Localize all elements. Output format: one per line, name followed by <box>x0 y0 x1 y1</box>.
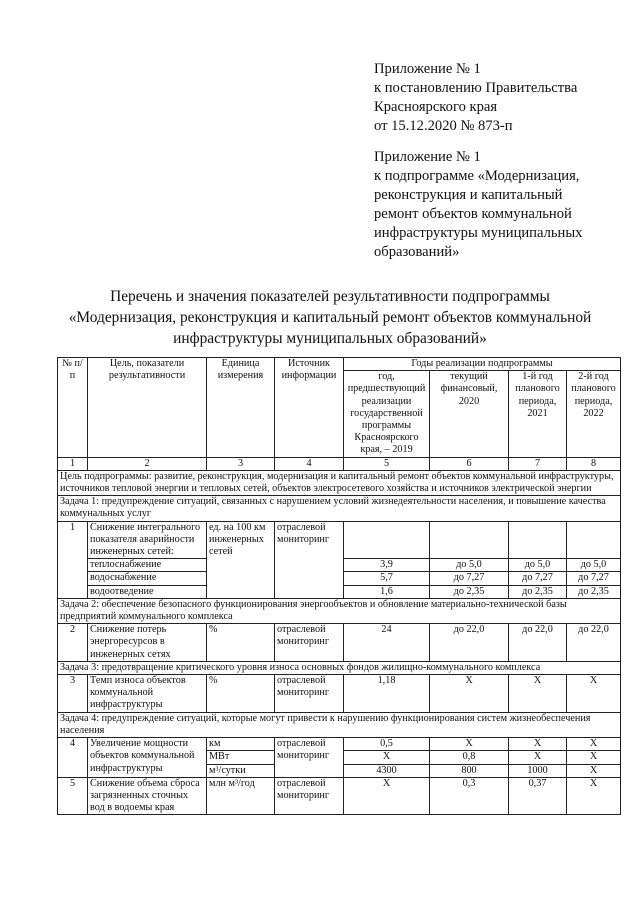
value-2019: 5,7 <box>344 572 430 585</box>
appendix-line: образований» <box>374 244 460 260</box>
value-2021: Х <box>509 751 567 764</box>
column-number: 4 <box>275 457 344 470</box>
empty-cell <box>430 521 509 559</box>
value-2022: Х <box>567 675 621 713</box>
value-2022: Х <box>567 738 621 751</box>
indicator-num: 1 <box>58 521 88 598</box>
indicator-name: Снижение потерь энергоресурсов в инженерных сетях <box>88 624 207 662</box>
header-year-2020: текущий финансовый, 2020 <box>430 371 509 457</box>
value-2020: 0,8 <box>430 751 509 764</box>
task-2-text: Задача 2: обеспечение безопасного функционирования энергообъектов и обновление материально-технической базы предприятий коммунального комплекса <box>58 598 621 623</box>
empty-cell <box>509 521 567 559</box>
value-2020: до 22,0 <box>430 624 509 662</box>
title-line: инфраструктуры муниципальных образований» <box>173 330 487 347</box>
header-goal: Цель, показатели результативности <box>88 358 207 458</box>
header-source: Источник информации <box>275 358 344 458</box>
value-2019: Х <box>344 777 430 815</box>
column-number: 1 <box>58 457 88 470</box>
indicator-name: Увеличение мощности объектов коммунальной инфраструктуры <box>88 738 207 778</box>
indicator-source: отраслевой мониторинг <box>275 738 344 778</box>
value-2022: до 22,0 <box>567 624 621 662</box>
value-2021: Х <box>509 738 567 751</box>
value-2019: 4300 <box>344 764 430 777</box>
appendix-line: реконструкция и капитальный <box>374 187 563 203</box>
indicator-source: отраслевой мониторинг <box>275 675 344 713</box>
indicator-unit: км <box>207 738 275 751</box>
value-2021: до 5,0 <box>509 559 567 572</box>
indicator-num: 3 <box>58 675 88 713</box>
value-2020: до 5,0 <box>430 559 509 572</box>
indicator-name: Снижение интегрального показателя аварийности инженерных сетей: <box>88 521 207 559</box>
title-line: «Модернизация, реконструкция и капитальный ремонт объектов коммунальной <box>68 309 592 326</box>
header-years-group: Годы реализации подпрограммы <box>344 358 621 371</box>
column-number: 6 <box>430 457 509 470</box>
value-2019: 1,18 <box>344 675 430 713</box>
appendix-line: Приложение № 1 <box>374 61 481 77</box>
value-2022: до 7,27 <box>567 572 621 585</box>
header-year-2019: год, предшествующий реализации государственной программы Красноярского края, – 2019 <box>344 371 430 457</box>
indicators-table <box>57 357 621 815</box>
goal-text: Цель подпрограммы: развитие, реконструкция, модернизация и капитальный ремонт объектов коммунальной инфраструктуры, источников тепловой энергии и тепловых сетей, объектов электросетевого хозяйства и источников электрической энергии <box>58 470 621 495</box>
value-2022: до 5,0 <box>567 559 621 572</box>
goal-row <box>58 470 621 495</box>
sub-indicator-name: водоотведение <box>88 585 207 598</box>
value-2022: Х <box>567 764 621 777</box>
indicator-3-row <box>58 675 621 713</box>
sub-indicator-name: теплоснабжение <box>88 559 207 572</box>
value-2021: до 22,0 <box>509 624 567 662</box>
value-2021: до 2,35 <box>509 585 567 598</box>
indicator-unit: % <box>207 675 275 713</box>
value-2020: Х <box>430 675 509 713</box>
value-2020: Х <box>430 738 509 751</box>
appendix-government-decree <box>374 60 577 136</box>
value-2022: до 2,35 <box>567 585 621 598</box>
indicator-num: 2 <box>58 624 88 662</box>
appendix-line: ремонт объектов коммунальной <box>374 206 572 222</box>
value-2019: 1,6 <box>344 585 430 598</box>
indicator-unit: млн м³/год <box>207 777 275 815</box>
appendix-line: от 15.12.2020 № 873-п <box>374 118 513 134</box>
header-year-2021: 1-й год планового периода, 2021 <box>509 371 567 457</box>
task-row <box>58 712 621 737</box>
task-4-text: Задача 4: предупреждение ситуаций, которые могут привести к нарушению функционирования систем жизнеобеспечения населения <box>58 712 621 737</box>
indicator-unit: % <box>207 624 275 662</box>
header-num: № п/п <box>58 358 88 458</box>
empty-cell <box>344 521 430 559</box>
appendix-line: инфраструктуры муниципальных <box>374 225 583 241</box>
indicator-name: Темп износа объектов коммунальной инфраструктуры <box>88 675 207 713</box>
value-2019: 24 <box>344 624 430 662</box>
appendix-line: к постановлению Правительства <box>374 80 578 96</box>
indicator-4-row <box>58 738 621 751</box>
header-unit: Единица измерения <box>207 358 275 458</box>
task-3-text: Задача 3: предотвращение критического уровня износа основных фондов жилищно-коммунального комплекса <box>58 661 621 674</box>
indicator-name: Снижение объема сброса загрязненных сточных вод в водоемы края <box>88 777 207 815</box>
value-2021: Х <box>509 675 567 713</box>
task-row <box>58 598 621 623</box>
title-line: Перечень и значения показателей результативности подпрограммы <box>110 288 550 305</box>
value-2020: до 7,27 <box>430 572 509 585</box>
column-number: 3 <box>207 457 275 470</box>
header-year-2022: 2-й год планового периода, 2022 <box>567 371 621 457</box>
task-1-text: Задача 1: предупреждение ситуаций, связанных с нарушением условий жизнедеятельности населения, и повышение качества коммунальных услуг <box>58 496 621 521</box>
indicator-5-row <box>58 777 621 815</box>
value-2020: 800 <box>430 764 509 777</box>
indicator-unit: МВт <box>207 751 275 764</box>
value-2022: Х <box>567 777 621 815</box>
value-2022: Х <box>567 751 621 764</box>
indicator-unit: м³/сутки <box>207 764 275 777</box>
appendix-line: Приложение № 1 <box>374 149 481 165</box>
value-2020: до 2,35 <box>430 585 509 598</box>
column-numbers-row <box>58 457 621 470</box>
appendix-line: к подпрограмме «Модернизация, <box>374 168 580 184</box>
value-2019: 3,9 <box>344 559 430 572</box>
header-row <box>58 358 621 371</box>
column-number: 5 <box>344 457 430 470</box>
appendix-line: Красноярского края <box>374 99 498 115</box>
document-title <box>40 286 620 349</box>
empty-cell <box>567 521 621 559</box>
appendix-subprogram <box>374 148 582 262</box>
indicator-2-row <box>58 624 621 662</box>
sub-indicator-name: водоснабжение <box>88 572 207 585</box>
column-number: 8 <box>567 457 621 470</box>
value-2019: Х <box>344 751 430 764</box>
indicator-num: 4 <box>58 738 88 778</box>
value-2021: 1000 <box>509 764 567 777</box>
column-number: 2 <box>88 457 207 470</box>
task-row <box>58 496 621 521</box>
value-2019: 0,5 <box>344 738 430 751</box>
value-2021: до 7,27 <box>509 572 567 585</box>
indicator-source: отраслевой мониторинг <box>275 521 344 598</box>
indicator-source: отраслевой мониторинг <box>275 777 344 815</box>
indicator-1-row <box>58 521 621 559</box>
indicator-num: 5 <box>58 777 88 815</box>
indicator-unit: ед. на 100 км инженерных сетей <box>207 521 275 598</box>
task-row <box>58 661 621 674</box>
column-number: 7 <box>509 457 567 470</box>
value-2021: 0,37 <box>509 777 567 815</box>
value-2020: 0,3 <box>430 777 509 815</box>
indicator-source: отраслевой мониторинг <box>275 624 344 662</box>
